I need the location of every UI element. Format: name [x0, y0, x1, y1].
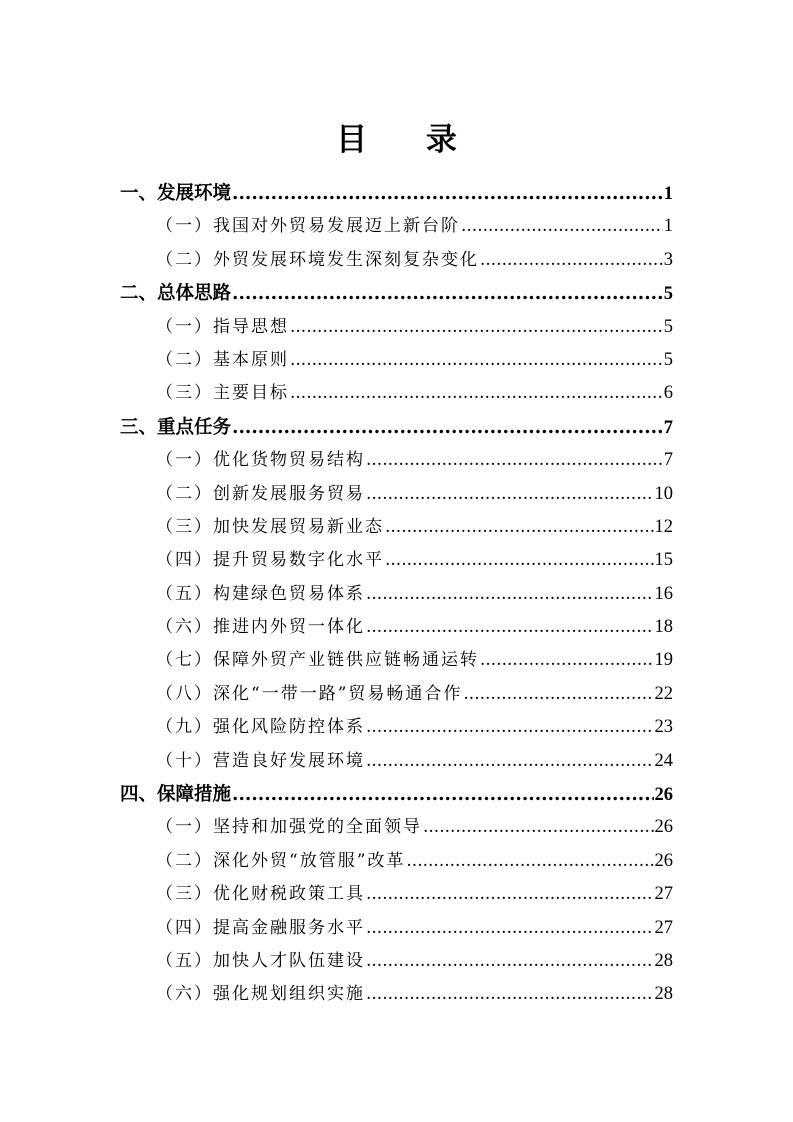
dot-leader — [290, 311, 663, 344]
toc-entry-page: 1 — [663, 216, 673, 237]
dot-leader — [290, 377, 663, 410]
toc-entry-subsection[interactable] — [120, 611, 673, 644]
toc-entry-subsection[interactable] — [120, 878, 673, 911]
dot-leader — [366, 745, 654, 778]
dot-leader — [366, 912, 654, 945]
dot-leader — [232, 411, 663, 444]
toc-entry-label: （一）优化货物贸易结构 — [156, 450, 365, 471]
page-title: 目 录 — [336, 122, 481, 158]
toc-entry-page: 27 — [654, 884, 673, 905]
toc-entry-label: （五）加快人才队伍建设 — [156, 950, 365, 971]
dot-leader — [385, 544, 654, 577]
toc-entry-label: （八）深化“一带一路”贸易畅通合作 — [156, 683, 463, 704]
toc-entry-page: 7 — [663, 417, 673, 438]
toc-entry-page: 12 — [654, 516, 673, 537]
dot-leader — [463, 678, 653, 711]
toc-entry-label: （一）坚持和加强党的全面领导 — [156, 817, 422, 838]
toc-entry-page: 26 — [654, 850, 673, 871]
dot-leader — [423, 811, 654, 844]
toc-entry-section[interactable] — [120, 277, 673, 310]
dot-leader — [366, 711, 654, 744]
toc-entry-page: 5 — [663, 349, 673, 370]
dot-leader — [366, 578, 654, 611]
toc-entry-page: 7 — [663, 450, 673, 471]
toc-entry-page: 15 — [654, 550, 673, 571]
toc-entry-label: （三）优化财税政策工具 — [156, 884, 365, 905]
toc-entry-subsection[interactable] — [120, 644, 673, 677]
toc-entry-page: 28 — [654, 950, 673, 971]
toc-entry-subsection[interactable] — [120, 678, 673, 711]
toc-entry-page: 5 — [663, 284, 673, 305]
dot-leader — [480, 244, 663, 277]
toc-entry-section[interactable] — [120, 411, 673, 444]
toc-entry-label: 三、重点任务 — [120, 416, 232, 438]
toc-entry-page: 27 — [654, 917, 673, 938]
toc-entry-subsection[interactable] — [120, 912, 673, 945]
toc-entry-page: 23 — [654, 717, 673, 738]
dot-leader — [232, 177, 663, 210]
dot-leader — [366, 444, 663, 477]
toc-entry-label: 四、保障措施 — [120, 784, 232, 806]
toc-entry-label: （六）强化规划组织实施 — [156, 984, 365, 1005]
toc-entry-label: （二）外贸发展环境发生深刻复杂变化 — [156, 249, 479, 270]
dot-leader — [366, 478, 654, 511]
dot-leader — [232, 277, 663, 310]
toc-entry-page: 22 — [654, 683, 673, 704]
toc-entry-subsection[interactable] — [120, 845, 673, 878]
toc-entry-label: （一）指导思想 — [156, 316, 289, 337]
toc-entry-label: （七）保障外贸产业链供应链畅通运转 — [156, 650, 479, 671]
toc-entry-subsection[interactable] — [120, 945, 673, 978]
dot-leader — [232, 778, 653, 811]
toc-entry-label: （九）强化风险防控体系 — [156, 717, 365, 738]
toc-entry-page: 18 — [654, 617, 673, 638]
toc-entry-label: （五）构建绿色贸易体系 — [156, 583, 365, 604]
toc-entry-page: 26 — [654, 817, 673, 838]
dot-leader — [480, 644, 654, 677]
dot-leader — [366, 978, 654, 1011]
toc-entry-subsection[interactable] — [120, 811, 673, 844]
toc-entry-label: （六）推进内外贸一体化 — [156, 617, 365, 638]
toc-entry-label: 一、发展环境 — [120, 183, 232, 204]
toc-entry-label: （四）提高金融服务水平 — [156, 917, 365, 938]
dot-leader — [461, 210, 663, 243]
toc-entry-label: （十）营造良好发展环境 — [156, 750, 365, 771]
toc-entry-page: 24 — [654, 750, 673, 771]
toc-entry-section[interactable] — [120, 177, 673, 210]
toc-entry-page: 1 — [663, 184, 673, 204]
dot-leader — [406, 845, 653, 878]
toc-entry-subsection[interactable] — [120, 544, 673, 577]
toc-entry-page: 3 — [663, 249, 673, 270]
toc-entry-label: （三）加快发展贸易新业态 — [156, 516, 384, 537]
toc-entry-page: 16 — [654, 583, 673, 604]
dot-leader — [366, 878, 654, 911]
toc-entry-page: 26 — [654, 785, 673, 806]
table-of-contents — [120, 177, 673, 1012]
toc-entry-subsection[interactable] — [120, 311, 673, 344]
dot-leader — [290, 344, 663, 377]
toc-entry-page: 19 — [654, 650, 673, 671]
toc-entry-label: 二、总体思路 — [120, 283, 232, 305]
toc-entry-subsection[interactable] — [120, 478, 673, 511]
toc-entry-subsection[interactable] — [120, 244, 673, 277]
toc-entry-page: 6 — [663, 383, 673, 404]
toc-entry-page: 10 — [654, 483, 673, 504]
toc-entry-subsection[interactable] — [120, 745, 673, 778]
toc-entry-subsection[interactable] — [120, 377, 673, 410]
toc-entry-label: （一）我国对外贸易发展迈上新台阶 — [156, 216, 460, 237]
toc-entry-label: （二）基本原则 — [156, 349, 289, 370]
toc-entry-section[interactable] — [120, 778, 673, 811]
toc-entry-label: （二）深化外贸“放管服”改革 — [156, 850, 406, 871]
toc-entry-page: 5 — [663, 316, 673, 337]
dot-leader — [366, 945, 654, 978]
toc-entry-subsection[interactable] — [120, 444, 673, 477]
toc-entry-label: （四）提升贸易数字化水平 — [156, 550, 384, 571]
toc-entry-subsection[interactable] — [120, 210, 673, 243]
toc-entry-page: 28 — [654, 984, 673, 1005]
toc-entry-subsection[interactable] — [120, 711, 673, 744]
toc-entry-label: （三）主要目标 — [156, 383, 289, 404]
toc-entry-subsection[interactable] — [120, 511, 673, 544]
dot-leader — [366, 611, 654, 644]
toc-entry-subsection[interactable] — [120, 978, 673, 1011]
dot-leader — [385, 511, 654, 544]
toc-entry-subsection[interactable] — [120, 578, 673, 611]
toc-entry-subsection[interactable] — [120, 344, 673, 377]
toc-entry-label: （二）创新发展服务贸易 — [156, 483, 365, 504]
